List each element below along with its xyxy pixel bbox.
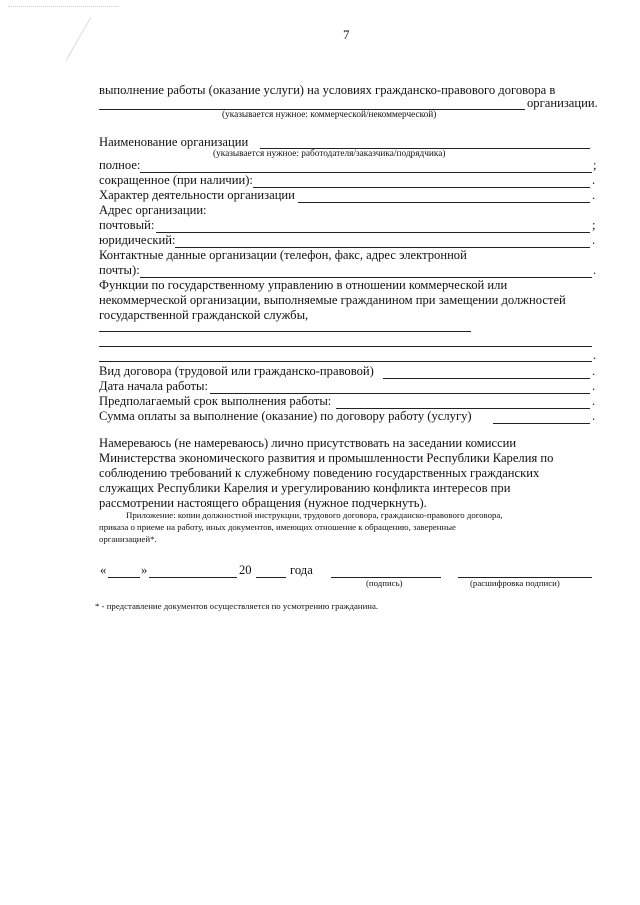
intent-text: Намереваюсь (не намереваюсь) лично присутствовать на заседании комиссии bbox=[99, 436, 517, 450]
scan-artifact bbox=[66, 17, 93, 61]
functions-end: . bbox=[593, 348, 597, 362]
address-label: Адрес организации: bbox=[99, 203, 207, 217]
sum-label: Сумма оплаты за выполнение (оказание) по договору работу (услугу) bbox=[99, 409, 472, 423]
date-quote-close: » bbox=[141, 563, 148, 577]
date-day-field[interactable] bbox=[108, 577, 140, 578]
functions-text: государственной гражданской службы, bbox=[99, 308, 309, 322]
postal-end: ; bbox=[592, 218, 596, 232]
contract-type-field[interactable] bbox=[383, 378, 590, 379]
attachment-text: приказа о приеме на работу, иных документов, имеющих отношение к обращению, заверенные bbox=[99, 522, 456, 532]
org-type-suffix: организации. bbox=[527, 96, 598, 110]
intent-text: служащих Республики Карелия и урегулированию конфликта интересов при bbox=[99, 481, 511, 495]
term-label: Предполагаемый срок выполнения работы: bbox=[99, 394, 332, 408]
full-name-end: ; bbox=[593, 158, 597, 172]
org-type-hint: (указывается нужное: коммерческой/некоммерческой) bbox=[222, 110, 437, 120]
attachment-text: Приложение: копии должностной инструкции, трудового договора, гражданско-правового договора, bbox=[126, 510, 503, 520]
intent-text: соблюдению требований к служебному поведению государственных гражданских bbox=[99, 466, 540, 480]
intent-text: рассмотрении настоящего обращения (нужное подчеркнуть). bbox=[99, 496, 427, 510]
full-name-label: полное: bbox=[99, 158, 141, 172]
date-year-prefix: 20 bbox=[239, 563, 252, 577]
activity-field[interactable] bbox=[298, 202, 590, 203]
intent-text: Министерства экономического развития и промышленности Республики Карелия по bbox=[99, 451, 554, 465]
signature-decode-hint: (расшифровка подписи) bbox=[470, 578, 560, 588]
sum-end: . bbox=[592, 409, 596, 423]
signature-hint: (подпись) bbox=[366, 578, 403, 588]
date-year-word: года bbox=[290, 563, 313, 577]
contract-type-end: . bbox=[592, 364, 596, 378]
activity-label: Характер деятельности организации bbox=[99, 188, 295, 202]
date-month-field[interactable] bbox=[149, 577, 237, 578]
activity-end: . bbox=[592, 188, 596, 202]
postal-label: почтовый: bbox=[99, 218, 155, 232]
short-name-label: сокращенное (при наличии): bbox=[99, 173, 253, 187]
functions-field-line-1[interactable] bbox=[99, 331, 471, 332]
contacts-label: Контактные данные организации (телефон, факс, адрес электронной bbox=[99, 248, 467, 262]
legal-end: . bbox=[592, 233, 596, 247]
page-number: 7 bbox=[343, 27, 350, 42]
contract-type-label: Вид договора (трудовой или гражданско-правовой) bbox=[99, 364, 374, 378]
functions-field-line-2[interactable] bbox=[99, 346, 592, 347]
postal-field[interactable] bbox=[156, 232, 590, 233]
contacts-end: . bbox=[593, 263, 597, 277]
footnote: * - представление документов осуществляется по усмотрению гражданина. bbox=[95, 601, 379, 611]
date-year-field[interactable] bbox=[256, 577, 286, 578]
org-name-label: Наименование организации bbox=[99, 135, 249, 149]
attachment-text: организацией*. bbox=[99, 534, 157, 544]
term-end: . bbox=[592, 394, 596, 408]
start-date-label: Дата начала работы: bbox=[99, 379, 209, 393]
short-name-end: . bbox=[592, 173, 596, 187]
contacts-label-cont: почты): bbox=[99, 263, 140, 277]
short-name-field[interactable] bbox=[253, 187, 590, 188]
functions-text: некоммерческой организации, выполняемые гражданином при замещении должностей bbox=[99, 293, 566, 307]
functions-text: Функции по государственному управлению в отношении коммерческой или bbox=[99, 278, 508, 292]
sum-field[interactable] bbox=[493, 423, 590, 424]
intro-line: выполнение работы (оказание услуги) на условиях гражданско-правового договора в bbox=[99, 83, 556, 97]
functions-field-line-3[interactable] bbox=[99, 361, 592, 362]
date-quote-open: « bbox=[100, 563, 107, 577]
start-date-end: . bbox=[592, 379, 596, 393]
scan-artifact bbox=[8, 6, 118, 7]
org-name-hint: (указывается нужное: работодателя/заказчика/подрядчика) bbox=[213, 149, 446, 159]
legal-label: юридический: bbox=[99, 233, 176, 247]
